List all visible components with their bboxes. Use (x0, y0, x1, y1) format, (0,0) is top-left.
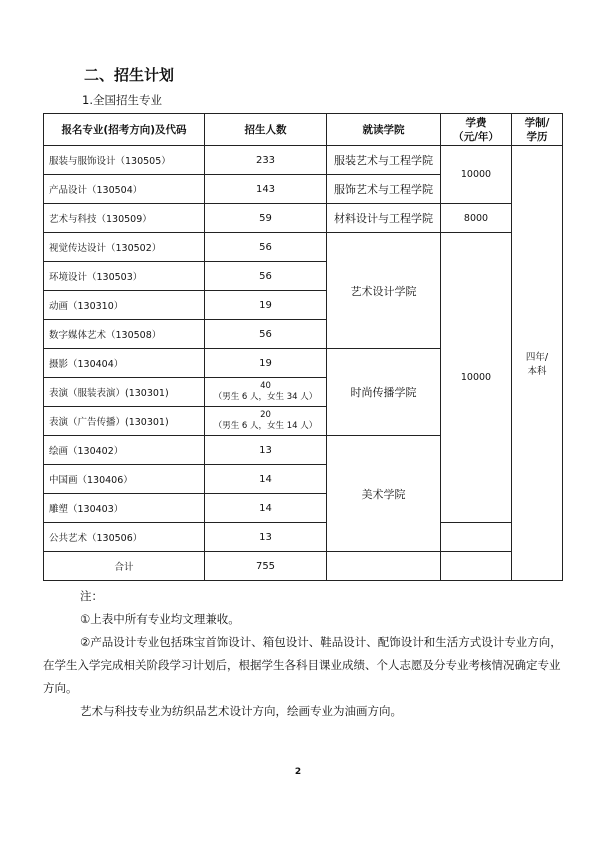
header-fee-line1: 学费 (465, 116, 487, 129)
count-cell: 56 (205, 233, 327, 262)
count-cell (205, 378, 327, 407)
total-label: 合计 (44, 552, 205, 581)
count-cell: 14 (205, 465, 327, 494)
count-note: （男生 6 人，女生 34 人） (213, 392, 318, 402)
count-value: 40 (260, 381, 271, 391)
total-row (44, 552, 563, 581)
system-line1: 四年/ (525, 352, 549, 363)
enrollment-table (43, 113, 563, 581)
count-value: 20 (260, 410, 271, 420)
count-cell: 233 (205, 146, 327, 175)
table-row (44, 233, 563, 262)
major-cell: 视觉传达设计（130502） (44, 233, 205, 262)
college-cell: 艺术设计学院 (327, 233, 441, 349)
header-count: 招生人数 (205, 114, 327, 146)
college-cell: 服装艺术与工程学院 (327, 146, 441, 175)
fee-cell: 10000 (441, 233, 512, 523)
table-row (44, 523, 563, 552)
fee-cell: 10000 (441, 146, 512, 204)
fee-cell: 8000 (441, 204, 512, 233)
header-fee-line2: （元/年） (453, 130, 499, 143)
system-line2: 本科 (527, 366, 547, 377)
count-cell: 19 (205, 349, 327, 378)
header-system-line2: 学历 (526, 130, 548, 143)
major-cell: 动画（130310） (44, 291, 205, 320)
major-cell: 产品设计（130504） (44, 175, 205, 204)
major-cell: 公共艺术（130506） (44, 523, 205, 552)
major-cell: 雕塑（130403） (44, 494, 205, 523)
system-cell (512, 146, 563, 581)
college-cell: 美术学院 (327, 436, 441, 552)
count-cell: 143 (205, 175, 327, 204)
count-cell: 56 (205, 262, 327, 291)
notes-label: 注： (80, 589, 103, 603)
college-cell: 时尚传播学院 (327, 349, 441, 436)
count-cell (205, 407, 327, 436)
count-cell: 19 (205, 291, 327, 320)
note-1: ①上表中所有专业均文理兼收。 (80, 612, 240, 626)
major-cell: 表演（服装表演）(130301) (44, 378, 205, 407)
note-3: 艺术与科技专业为纺织品艺术设计方向，绘画专业为油画方向。 (80, 704, 402, 718)
total-empty-cell (327, 552, 441, 581)
header-system-line1: 学制/ (524, 116, 550, 129)
college-cell: 服饰艺术与工程学院 (327, 175, 441, 204)
count-cell: 59 (205, 204, 327, 233)
major-cell: 环境设计（130503） (44, 262, 205, 291)
header-system (512, 114, 563, 146)
college-cell: 材料设计与工程学院 (327, 204, 441, 233)
note-2: ②产品设计专业包括珠宝首饰设计、箱包设计、鞋品设计、配饰设计和生活方式设计专业方向，在学生入学完成相关阶段学习计划后，根据学生各科目课业成绩、个人志愿及分专业考核情况确定专业方向。 (43, 635, 562, 695)
total-value: 755 (205, 552, 327, 581)
major-cell: 数字媒体艺术（130508） (44, 320, 205, 349)
total-empty-cell (441, 552, 512, 581)
count-cell: 14 (205, 494, 327, 523)
header-college: 就读学院 (327, 114, 441, 146)
header-major: 报名专业(招考方向)及代码 (44, 114, 205, 146)
count-cell: 56 (205, 320, 327, 349)
major-cell: 艺术与科技（130509） (44, 204, 205, 233)
notes (43, 585, 562, 723)
major-cell: 绘画（130402） (44, 436, 205, 465)
major-cell: 服装与服饰设计（130505） (44, 146, 205, 175)
table-header-row (44, 114, 563, 146)
major-cell: 中国画（130406） (44, 465, 205, 494)
count-cell: 13 (205, 523, 327, 552)
header-fee (441, 114, 512, 146)
count-cell: 13 (205, 436, 327, 465)
major-cell: 表演（广告传播）(130301) (44, 407, 205, 436)
table-row (44, 204, 563, 233)
count-note: （男生 6 人，女生 14 人） (213, 421, 318, 431)
sub-title: 1.全国招生专业 (82, 93, 162, 107)
major-cell: 摄影（130404） (44, 349, 205, 378)
table-row (44, 146, 563, 175)
page-number: 2 (294, 767, 302, 777)
section-title: 二、招生计划 (84, 66, 175, 84)
